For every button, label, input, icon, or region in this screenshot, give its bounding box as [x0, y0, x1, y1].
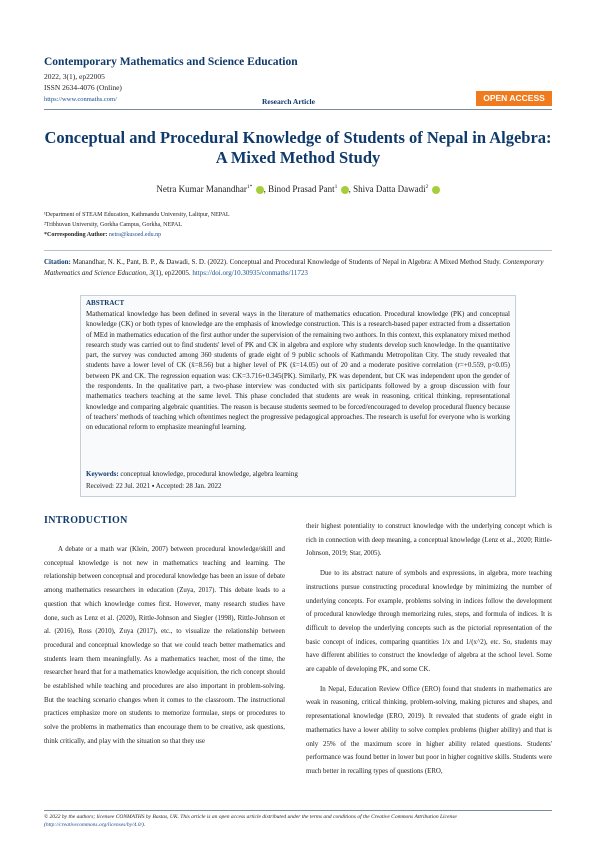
- right-column: [306, 520, 552, 779]
- body-paragraph: Due to its abstract nature of symbols and expressions, in algebra, more teaching instructions pursue constructing procedural knowledge by minimizing the number of underlying concepts. For example, problems solving in indices follow the development of procedural knowledge through memorizing rules, steps, and formula of indices. It is difficult to develop the underlying concepts such as the pictorial representation of the basic concept of indices, comparing quantities 1/x and 1/(x^2), etc. So, students may have different abilities to construct the knowledge of algebra at the school level. Some are capable of developing PK, and some CK.: [306, 570, 552, 674]
- keywords-text: conceptual knowledge, procedural knowledge, algebra learning: [120, 470, 298, 478]
- citation-label: Citation:: [44, 258, 71, 266]
- introduction-heading: INTRODUCTION: [44, 515, 128, 526]
- citation-tail: (1), ep22005.: [153, 268, 191, 277]
- article-type-label: Research Article: [262, 97, 315, 106]
- affiliation: ¹Department of STEAM Education, Kathmandu University, Lalitpur, NEPAL: [44, 212, 230, 218]
- author-name: Netra Kumar Manandhar: [156, 184, 247, 194]
- abstract-heading: ABSTRACT: [86, 299, 125, 307]
- footer-divider: [44, 810, 552, 811]
- doi-link[interactable]: https://doi.org/10.30935/conmaths/11723: [192, 268, 308, 277]
- license-footer: [44, 813, 552, 829]
- journal-name: Contemporary Mathematics and Science Education: [44, 56, 298, 68]
- body-paragraph: A debate or a math war (Klein, 2007) between procedural knowledge/skill and conceptual knowledge is not new in mathematics teaching and learning. The relationship between conceptual and procedural knowledge has been an issue of debate among mathematics researchers in education (Zuya, 2017). This debate leads to a question that which knowledge comes first. However, many research studies have done, such as Lenz et al. (2020), Rittle-Johnson and Siegler (1998), Rittle-Johnson et al. (2016), Ross (2010), Zuya (2017), etc., to visualize the relationship between procedural and conceptual knowledge so that we could teach better mathematics and students learn them meaningfully. As a mathematics teacher, most of the time, the researcher heard that for a mathematics knowledge acquisition, the rich concept should be established while teaching and procedures are also important in problem-solving. But the teaching scenario changes when it comes to the classroom. The instructional practices emphasize more on students to memorize formulae, steps or procedures to solve the problems in mathematics than encourage them to be creative, ask questions, think critically, and play with the situation so that they use: [44, 546, 285, 745]
- corresponding-author: [44, 232, 161, 238]
- author-sup: 1: [334, 184, 338, 190]
- article-title: Conceptual and Procedural Knowledge of Students of Nepal in Algebra: A Mixed Method Study: [44, 128, 552, 167]
- author-sup: 2: [425, 184, 429, 190]
- body-paragraph: In Nepal, Education Review Office (ERO) found that students in mathematics are weak in reasoning, critical thinking, problem-solving, making pictures and shapes, and representational knowledge (ERO, 2019). It revealed that students of grade eight in mathematics have a lower ability to solve complex problems (higher ability) and that is only 25% of the maximum score in higher ability related questions. Students' performance was found better in lower but poor in higher cognitive skills. Students were much better in recalling types of questions (ERO,: [306, 685, 552, 775]
- citation-journal: Contemporary Mathematics and Science Education, 3: [44, 258, 544, 277]
- received-accepted-dates: Received: 22 Jul. 2021 ▪ Accepted: 28 Jan. 2022: [86, 482, 222, 490]
- orcid-icon[interactable]: [432, 186, 440, 194]
- affiliation: ²Tribhuvan University, Gorkha Campus, Gorkha, NEPAL: [44, 222, 182, 228]
- author-sup: 1*: [246, 184, 253, 190]
- orcid-icon[interactable]: [256, 186, 264, 194]
- affiliation-divider: [44, 250, 552, 251]
- volume-line: 2022, 3(1), ep22005: [44, 72, 105, 81]
- corresponding-email-link[interactable]: netra@kusoed.edu.np: [108, 232, 162, 238]
- left-column: [44, 543, 285, 749]
- corresponding-label: *Corresponding Author:: [44, 232, 108, 238]
- orcid-icon[interactable]: [341, 186, 349, 194]
- keywords-line: [86, 470, 298, 478]
- license-close: ).: [141, 822, 146, 828]
- license-text: © 2022 by the authors; licensee CONMATHS by Bastas, UK. This article is an open access article distributed under the terms and conditions of the Creative Commons Attribution License (: [44, 814, 457, 828]
- citation-block: [44, 257, 552, 278]
- header-divider: [44, 109, 552, 110]
- keywords-label: Keywords:: [86, 470, 119, 478]
- body-paragraph: their highest potentiality to construct knowledge with the underlying concept which is rich in connection with deep meaning, a conceptual knowledge (Lenz et al., 2020; Rittle-Johnson, 2019; Star, 2005).: [306, 523, 552, 558]
- journal-url-link[interactable]: https://www.conmaths.com/: [44, 96, 117, 103]
- open-access-badge: OPEN ACCESS: [476, 91, 552, 106]
- abstract-text: Mathematical knowledge has been defined in several ways in the literature of mathematics education. Procedural knowledge (PK) and conceptual knowledge (CK) or both types of knowledge are the emphasis of knowledge construction. This is a research-based paper extracted from a dissertation of MEd in mathematics education of the first author under the supervision of the remaining two authors. In this context, this explanatory mixed method research study was carried out to find students' level of PK and CK in algebra and explore why students develop such knowledge. In the quantitative part, the survey was conducted among 360 students of grade eight of 9 public schools of Kathmandu Metropolitan City. The study revealed that students have a lower level of CK (x̄=8.56) but a higher level of PK (x̄=14.05) out of 20 and a moderate positive correlation (r=+0.559, p<0.05) between PK and CK. The regression equation was: CK=3.716+0.345(PK). Similarly, PK was dependent, but CK was independent upon the gender of the respondents. In the qualitative part, a two-phase interview was conducted with six participants followed by a group discussion with four mathematics teachers teaching at the same level. This phase concluded that students are weak in reasoning, critical thinking, representational knowledge and comparing algebraic quantities. The reason is because students seemed to be forced/encouraged to develop procedural fluency because of teachers' methods of teaching which oftentimes neglect the progressive pedagogical approaches. The research is useful for everyone who is working on educational reform to emphasize meaningful learning.: [86, 310, 510, 432]
- license-link[interactable]: http://creativecommons.org/licenses/by/4.0/: [45, 822, 142, 828]
- citation-text: Manandhar, N. K., Pant, B. P., & Dawadi, S. D. (2022). Conceptual and Procedural Knowledge of Students of Nepal in Algebra: A Mixed Method Study.: [72, 258, 501, 266]
- issn-line: ISSN 2634-4076 (Online): [44, 83, 122, 92]
- author-list: Netra Kumar Manandhar$^{1*}$ , Binod Prasad Pant$^1$ , Shiva Datta Dawadi$^2$: [44, 184, 552, 194]
- author-name: Shiva Datta Dawadi: [353, 184, 426, 194]
- author-name: Binod Prasad Pant: [268, 184, 335, 194]
